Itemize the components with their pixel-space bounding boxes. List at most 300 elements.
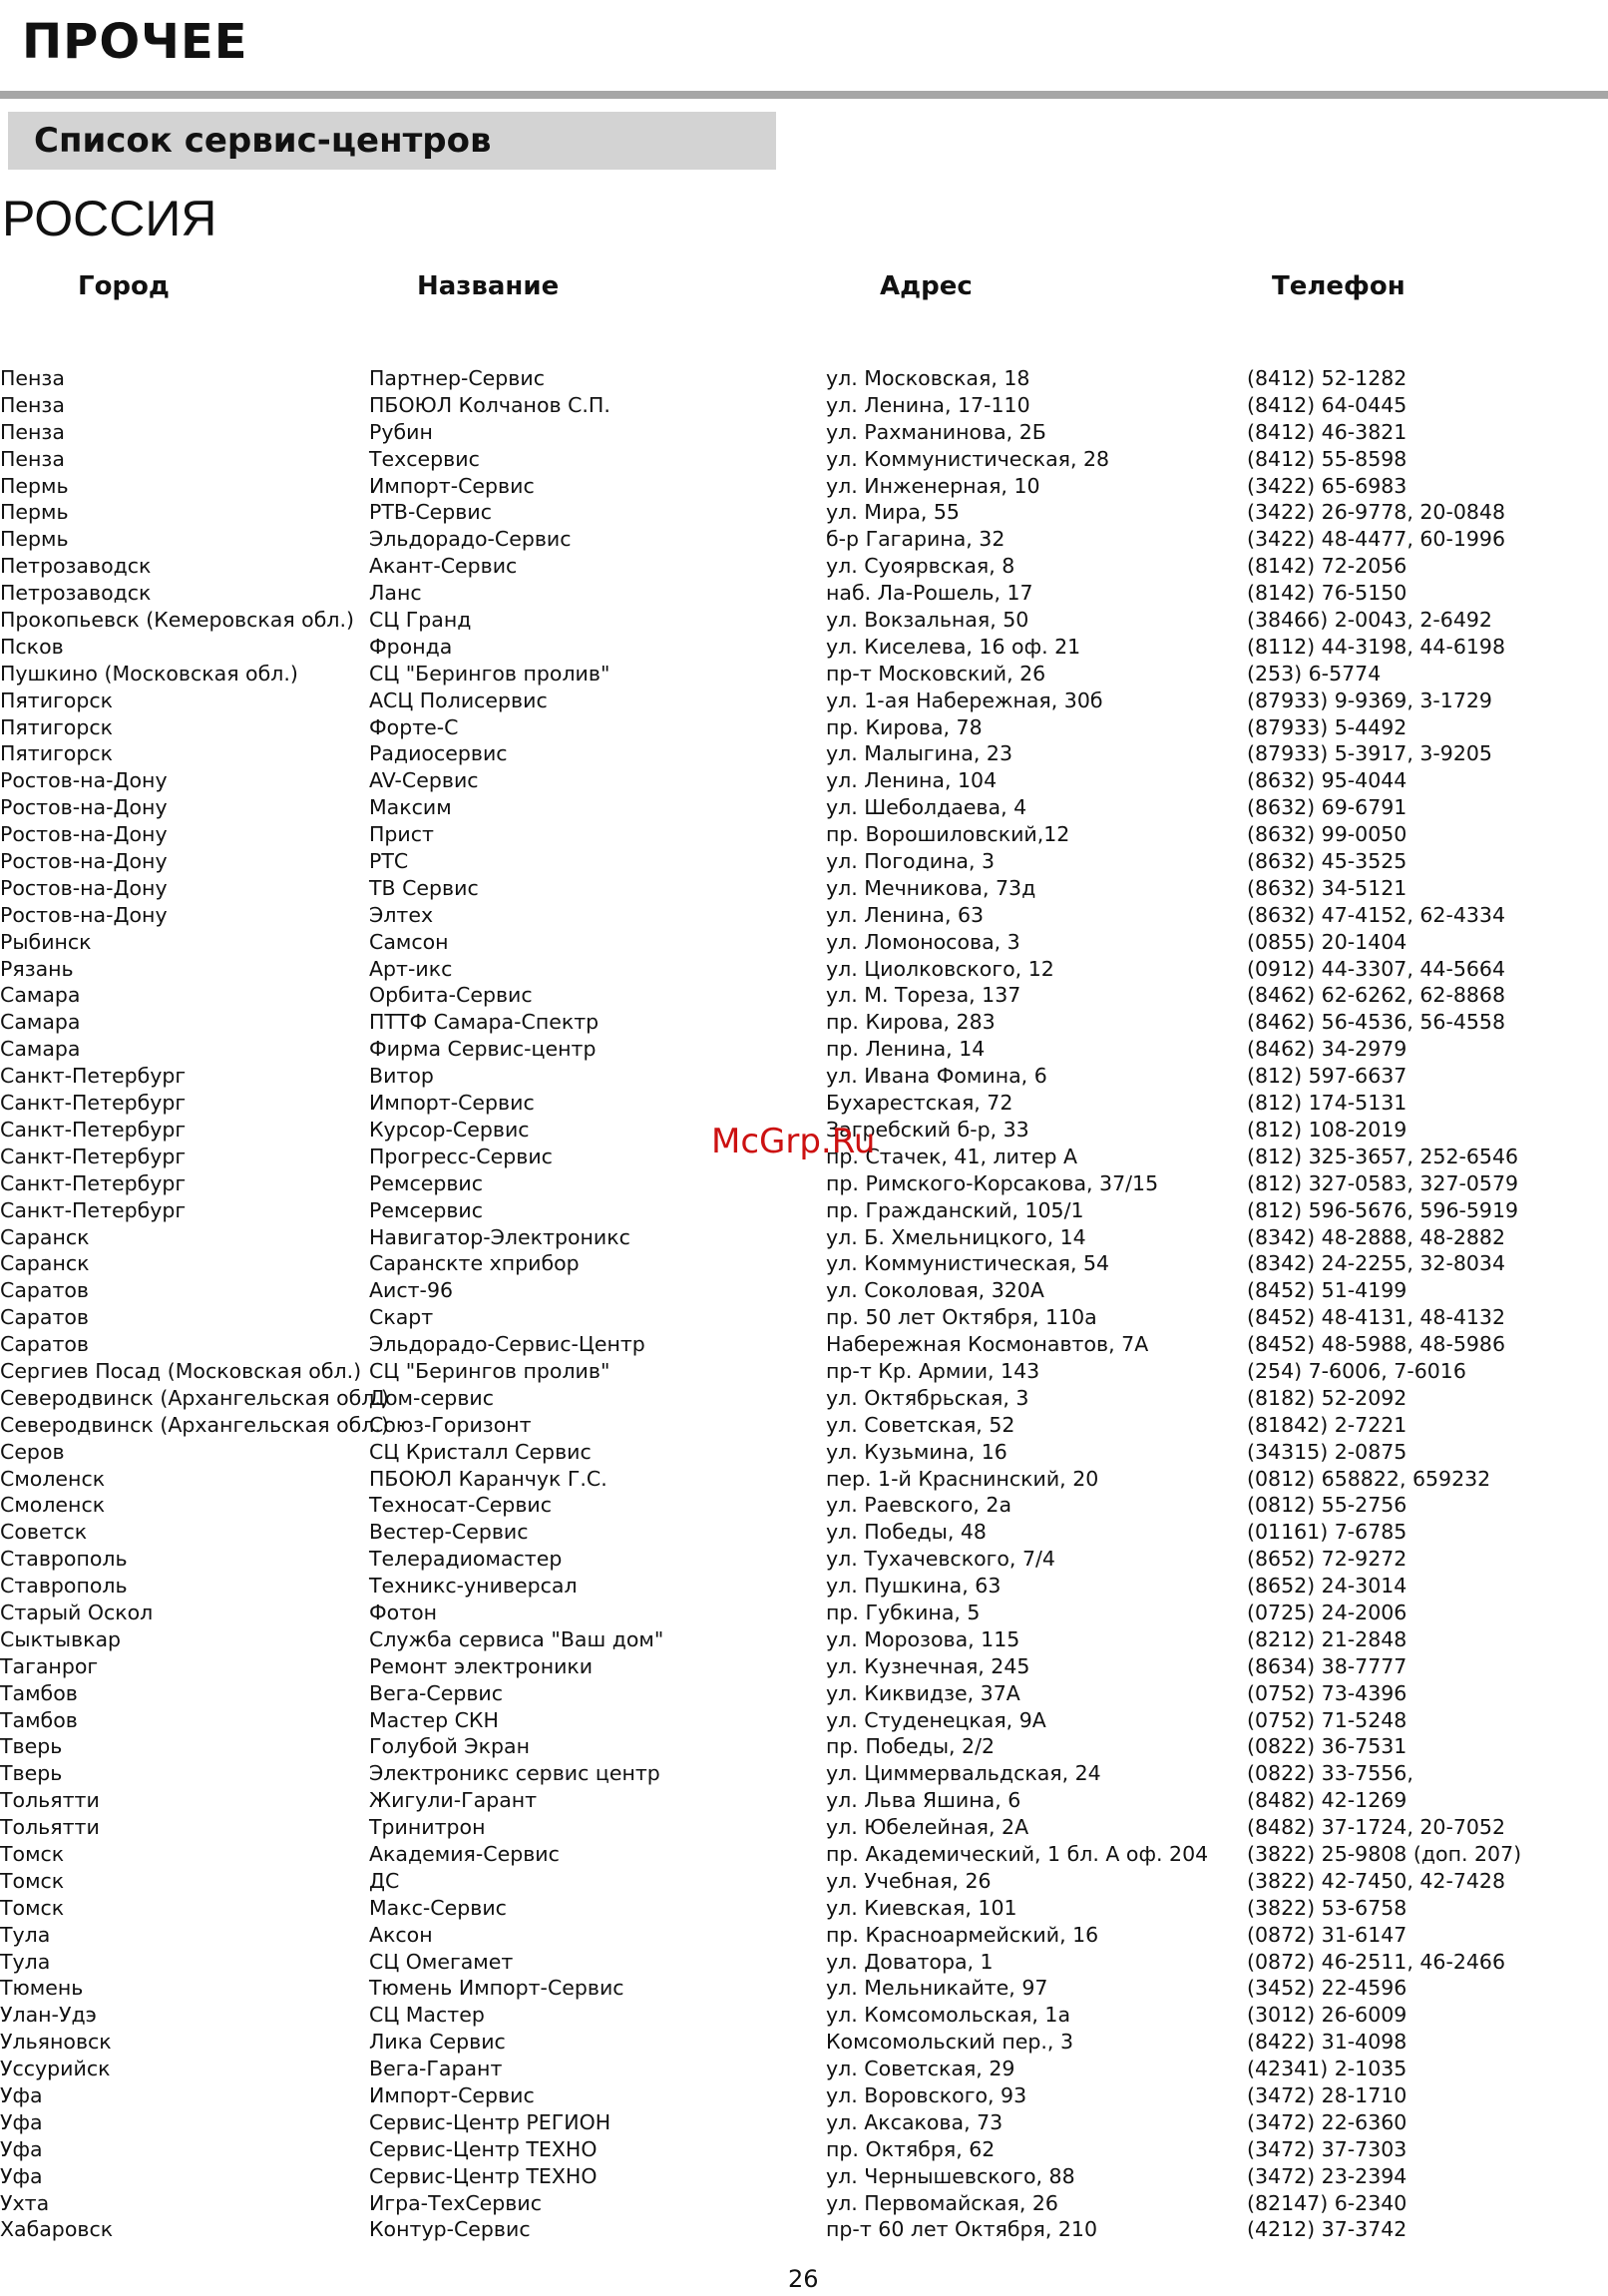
cell-address: ул. Ивана Фомина, 6 — [826, 1064, 1047, 1089]
cell-phone: (8632) 45-3525 — [1247, 849, 1407, 874]
cell-phone: (8412) 64-0445 — [1247, 392, 1407, 417]
cell-name: Саранскте хприбор — [369, 1251, 580, 1276]
cell-name: СЦ Мастер — [369, 2003, 485, 2028]
table-row — [0, 740, 1608, 767]
cell-name: Техсервис — [369, 446, 480, 471]
cell-name: Голубой Экран — [369, 1734, 530, 1759]
cell-address: ул. Комсомольская, 1а — [826, 2003, 1071, 2028]
cell-city: Петрозаводск — [0, 581, 152, 606]
cell-address: ул. Шеболдаева, 4 — [826, 795, 1027, 820]
cell-address: ул. Б. Хмельницкого, 14 — [826, 1224, 1086, 1249]
cell-address: ул. Победы, 48 — [826, 1520, 987, 1545]
cell-city: Уфа — [0, 2163, 43, 2188]
cell-phone: (3012) 26-6009 — [1247, 2003, 1407, 2028]
cell-address: б-р Гагарина, 32 — [826, 527, 1005, 552]
cell-address: ул. Ленина, 104 — [826, 768, 998, 793]
cell-name: Элтех — [369, 902, 434, 927]
cell-city: Тольятти — [0, 1788, 100, 1813]
cell-city: Санкт-Петербург — [0, 1144, 187, 1168]
cell-phone: (8632) 69-6791 — [1247, 795, 1407, 820]
cell-city: Тула — [0, 1949, 51, 1974]
table-row — [0, 580, 1608, 607]
cell-address: ул. Коммунистическая, 28 — [826, 446, 1110, 471]
cell-city: Санкт-Петербург — [0, 1170, 187, 1195]
cell-city: Тамбов — [0, 1707, 78, 1732]
cell-phone: (8212) 21-2848 — [1247, 1626, 1407, 1651]
cell-phone: (87933) 5-4492 — [1247, 714, 1407, 739]
cell-city: Санкт-Петербург — [0, 1197, 187, 1222]
cell-city: Пермь — [0, 527, 69, 552]
cell-city: Северодвинск (Архангельская обл.) — [0, 1385, 389, 1410]
column-header-phone: Телефон — [1272, 271, 1406, 301]
cell-address: пр-т 60 лет Октября, 210 — [826, 2217, 1097, 2242]
cell-name: Техникс-универсал — [369, 1574, 578, 1599]
cell-address: ул. Киселева, 16 оф. 21 — [826, 634, 1081, 659]
table-row — [0, 526, 1608, 553]
table-row — [0, 1466, 1608, 1493]
cell-city: Пятигорск — [0, 741, 113, 766]
cell-name: Рубин — [369, 419, 433, 444]
cell-address: ул. Первомайская, 26 — [826, 2190, 1058, 2215]
cell-phone: (38466) 2-0043, 2-6492 — [1247, 608, 1492, 633]
cell-phone: (0725) 24-2006 — [1247, 1600, 1407, 1624]
cell-name: Игра-ТехСервис — [369, 2190, 542, 2215]
cell-name: РТС — [369, 849, 409, 874]
cell-phone: (812) 596-5676, 596-5919 — [1247, 1197, 1519, 1222]
cell-city: Ростов-на-Дону — [0, 875, 168, 900]
cell-address: ул. Советская, 52 — [826, 1412, 1015, 1437]
cell-phone: (42341) 2-1035 — [1247, 2057, 1407, 2081]
cell-phone: (8342) 48-2888, 48-2882 — [1247, 1224, 1506, 1249]
cell-address: пр. Ленина, 14 — [826, 1037, 986, 1062]
cell-phone: (3452) 22-4596 — [1247, 1976, 1407, 2001]
cell-city: Тамбов — [0, 1680, 78, 1705]
cell-name: Союз-Горизонт — [369, 1412, 532, 1437]
table-row — [0, 2029, 1608, 2056]
cell-city: Тула — [0, 1922, 51, 1947]
cell-address: пр. Губкина, 5 — [826, 1600, 981, 1624]
cell-phone: (812) 597-6637 — [1247, 1064, 1407, 1089]
subheader-bar — [8, 112, 776, 170]
cell-phone: (0812) 55-2756 — [1247, 1493, 1407, 1518]
cell-name: Прист — [369, 822, 434, 847]
cell-phone: (812) 327-0583, 327-0579 — [1247, 1170, 1519, 1195]
table-row — [0, 1492, 1608, 1519]
cell-address: ул. Чернышевского, 88 — [826, 2163, 1075, 2188]
cell-city: Уфа — [0, 2083, 43, 2107]
cell-city: Самара — [0, 1037, 81, 1062]
cell-phone: (8652) 24-3014 — [1247, 1574, 1407, 1599]
cell-name: Вестер-Сервис — [369, 1520, 529, 1545]
cell-phone: (8632) 34-5121 — [1247, 875, 1407, 900]
cell-phone: (8632) 95-4044 — [1247, 768, 1407, 793]
table-row — [0, 2002, 1608, 2029]
cell-name: СЦ Кристалл Сервис — [369, 1439, 592, 1464]
table-row — [0, 2056, 1608, 2082]
section-title: ПРОЧЕЕ — [22, 14, 248, 70]
cell-city: Самара — [0, 1010, 81, 1035]
cell-name: Сервис-Центр ТЕХНО — [369, 2136, 598, 2161]
cell-name: Прогресс-Сервис — [369, 1144, 553, 1168]
cell-name: Акант-Сервис — [369, 554, 518, 579]
table-row — [0, 1412, 1608, 1439]
cell-name: Эльдорадо-Сервис — [369, 527, 572, 552]
cell-name: Навигатор-Электроникс — [369, 1224, 630, 1249]
cell-address: ул. Студенецкая, 9А — [826, 1707, 1046, 1732]
table-row — [0, 2136, 1608, 2163]
table-row — [0, 499, 1608, 526]
cell-city: Сергиев Посад (Московская обл.) — [0, 1358, 362, 1383]
table-row — [0, 1573, 1608, 1600]
cell-name: ПТТФ Самара-Спектр — [369, 1010, 600, 1035]
cell-address: ул. Соколовая, 320А — [826, 1278, 1044, 1303]
cell-address: ул. Ленина, 17-110 — [826, 392, 1030, 417]
table-row — [0, 2109, 1608, 2136]
table-row — [0, 1814, 1608, 1841]
table-row — [0, 392, 1608, 419]
cell-phone: (3422) 48-4477, 60-1996 — [1247, 527, 1506, 552]
cell-name: Техносат-Сервис — [369, 1493, 552, 1518]
cell-name: Электроникс сервис центр — [369, 1761, 660, 1786]
cell-address: ул. Тухачевского, 7/4 — [826, 1547, 1055, 1572]
cell-phone: (8462) 34-2979 — [1247, 1037, 1407, 1062]
cell-city: Пятигорск — [0, 714, 113, 739]
cell-city: Пушкино (Московская обл.) — [0, 661, 298, 686]
cell-address: пр. Красноармейский, 16 — [826, 1922, 1099, 1947]
cell-name: Витор — [369, 1064, 434, 1089]
cell-phone: (253) 6-5774 — [1247, 661, 1382, 686]
cell-address: ул. Советская, 29 — [826, 2057, 1015, 2081]
cell-phone: (812) 174-5131 — [1247, 1091, 1407, 1116]
cell-city: Ростов-на-Дону — [0, 768, 168, 793]
cell-address: ул. Аксакова, 73 — [826, 2109, 1004, 2134]
cell-name: Сервис-Центр РЕГИОН — [369, 2109, 611, 2134]
cell-name: Арт-икс — [369, 956, 453, 981]
table-row — [0, 1090, 1608, 1117]
cell-phone: (8412) 52-1282 — [1247, 366, 1407, 390]
cell-address: ул. Циолковского, 12 — [826, 956, 1054, 981]
cell-address: ул. Суоярвская, 8 — [826, 554, 1015, 579]
table-row — [0, 1519, 1608, 1546]
cell-address: пр. Академический, 1 бл. А оф. 204 — [826, 1841, 1209, 1866]
cell-phone: (0912) 44-3307, 44-5664 — [1247, 956, 1506, 981]
cell-address: пр. Ворошиловский,12 — [826, 822, 1070, 847]
cell-phone: (254) 7-6006, 7-6016 — [1247, 1358, 1466, 1383]
cell-address: ул. Учебная, 26 — [826, 1868, 992, 1893]
cell-phone: (8452) 51-4199 — [1247, 1278, 1407, 1303]
cell-name: Макс-Сервис — [369, 1895, 507, 1920]
cell-city: Ставрополь — [0, 1574, 128, 1599]
cell-name: Мастер СКН — [369, 1707, 499, 1732]
cell-city: Ростов-на-Дону — [0, 822, 168, 847]
cell-city: Ростов-на-Дону — [0, 849, 168, 874]
country-heading: РОССИЯ — [2, 191, 217, 246]
cell-address: ул. Ленина, 63 — [826, 902, 985, 927]
cell-city: Уфа — [0, 2136, 43, 2161]
cell-address: пр. Гражданский, 105/1 — [826, 1197, 1084, 1222]
cell-city: Смоленск — [0, 1466, 106, 1491]
cell-name: ТВ Сервис — [369, 875, 479, 900]
subheader-title: Список сервис-центров — [34, 121, 492, 161]
cell-name: Ланс — [369, 581, 422, 606]
cell-address: ул. Юбелейная, 2А — [826, 1815, 1029, 1840]
cell-phone: (8142) 72-2056 — [1247, 554, 1407, 579]
cell-name: РТВ-Сервис — [369, 500, 492, 525]
table-row — [0, 1304, 1608, 1331]
cell-phone: (8412) 55-8598 — [1247, 446, 1407, 471]
cell-address: ул. 1-ая Набережная, 30б — [826, 688, 1103, 712]
cell-name: Импорт-Сервис — [369, 1091, 535, 1116]
cell-phone: (0822) 36-7531 — [1247, 1734, 1407, 1759]
cell-address: пр. Кирова, 78 — [826, 714, 983, 739]
cell-address: ул. Доватора, 1 — [826, 1949, 994, 1974]
cell-address: пр. Кирова, 283 — [826, 1010, 996, 1035]
cell-phone: (0855) 20-1404 — [1247, 929, 1407, 954]
cell-name: СЦ Омегамет — [369, 1949, 514, 1974]
watermark: McGrp.Ru — [711, 1122, 876, 1161]
cell-address: ул. Мельникайте, 97 — [826, 1976, 1048, 2001]
cell-address: ул. Циммервальдская, 24 — [826, 1761, 1101, 1786]
cell-address: наб. Ла-Рошель, 17 — [826, 581, 1033, 606]
cell-name: Дом-сервис — [369, 1385, 494, 1410]
cell-phone: (8634) 38-7777 — [1247, 1653, 1407, 1678]
cell-phone: (8142) 76-5150 — [1247, 581, 1407, 606]
cell-city: Санкт-Петербург — [0, 1117, 187, 1142]
cell-name: Фотон — [369, 1600, 438, 1624]
cell-city: Ростов-на-Дону — [0, 902, 168, 927]
cell-phone: (8452) 48-4131, 48-4132 — [1247, 1305, 1506, 1330]
cell-city: Смоленск — [0, 1493, 106, 1518]
table-row — [0, 1439, 1608, 1466]
cell-address: ул. Морозова, 115 — [826, 1626, 1020, 1651]
table-row — [0, 929, 1608, 956]
cell-phone: (34315) 2-0875 — [1247, 1439, 1407, 1464]
cell-city: Старый Оскол — [0, 1600, 154, 1624]
cell-address: ул. Погодина, 3 — [826, 849, 996, 874]
cell-phone: (0822) 33-7556, — [1247, 1761, 1413, 1786]
table-row — [0, 714, 1608, 741]
cell-city: Пермь — [0, 473, 69, 498]
table-row — [0, 2190, 1608, 2217]
table-row — [0, 1949, 1608, 1976]
cell-address: ул. Рахманинова, 2Б — [826, 419, 1046, 444]
cell-name: Радиосервис — [369, 741, 508, 766]
cell-city: Пенза — [0, 446, 65, 471]
cell-city: Рязань — [0, 956, 74, 981]
cell-city: Томск — [0, 1841, 65, 1866]
table-row — [0, 1841, 1608, 1868]
cell-name: СЦ "Берингов пролив" — [369, 1358, 610, 1383]
cell-city: Петрозаводск — [0, 554, 152, 579]
table-row — [0, 1707, 1608, 1734]
table-row — [0, 1224, 1608, 1251]
table-row — [0, 1626, 1608, 1653]
cell-address: Комсомольский пер., 3 — [826, 2030, 1074, 2055]
cell-city: Пятигорск — [0, 688, 113, 712]
table-row — [0, 607, 1608, 634]
cell-address: пр-т Московский, 26 — [826, 661, 1046, 686]
table-row — [0, 1680, 1608, 1707]
table-row — [0, 1975, 1608, 2002]
cell-name: Тюмень Импорт-Сервис — [369, 1976, 624, 2001]
cell-address: пр. 50 лет Октября, 110а — [826, 1305, 1097, 1330]
table-row — [0, 1385, 1608, 1412]
table-row — [0, 2216, 1608, 2243]
cell-city: Томск — [0, 1868, 65, 1893]
table-row — [0, 688, 1608, 714]
column-header-city: Город — [78, 271, 170, 301]
table-row — [0, 1009, 1608, 1036]
table-row — [0, 2163, 1608, 2190]
cell-phone: (8462) 62-6262, 62-8868 — [1247, 983, 1506, 1008]
cell-address: ул. Мечникова, 73д — [826, 875, 1036, 900]
cell-name: Ремсервис — [369, 1197, 484, 1222]
table-row — [0, 982, 1608, 1009]
cell-city: Саратов — [0, 1332, 90, 1357]
cell-address: ул. Вокзальная, 50 — [826, 608, 1029, 633]
cell-phone: (3822) 42-7450, 42-7428 — [1247, 1868, 1506, 1893]
cell-name: Тринитрон — [369, 1815, 486, 1840]
table-row — [0, 1250, 1608, 1277]
cell-city: Тюмень — [0, 1976, 84, 2001]
cell-city: Пенза — [0, 366, 65, 390]
table-row — [0, 956, 1608, 983]
cell-city: Саранск — [0, 1251, 90, 1276]
cell-phone: (3472) 23-2394 — [1247, 2163, 1407, 2188]
table-row — [0, 1868, 1608, 1895]
cell-address: пр. Победы, 2/2 — [826, 1734, 996, 1759]
cell-name: Фронда — [369, 634, 453, 659]
cell-phone: (8632) 99-0050 — [1247, 822, 1407, 847]
cell-city: Сыктывкар — [0, 1626, 122, 1651]
cell-name: СЦ "Берингов пролив" — [369, 661, 610, 686]
cell-city: Ульяновск — [0, 2030, 112, 2055]
table-row — [0, 1760, 1608, 1787]
cell-phone: (8412) 46-3821 — [1247, 419, 1407, 444]
cell-address: ул. Коммунистическая, 54 — [826, 1251, 1110, 1276]
table-row — [0, 1358, 1608, 1385]
cell-phone: (3472) 28-1710 — [1247, 2083, 1407, 2107]
table-row — [0, 1653, 1608, 1680]
cell-phone: (8482) 42-1269 — [1247, 1788, 1407, 1813]
cell-phone: (8452) 48-5988, 48-5986 — [1247, 1332, 1506, 1357]
cell-name: Максим — [369, 795, 452, 820]
table-row — [0, 1277, 1608, 1304]
cell-address: пр. Стачек, 41, литер А — [826, 1144, 1078, 1168]
column-header-address: Адрес — [880, 271, 973, 301]
cell-phone: (87933) 9-9369, 3-1729 — [1247, 688, 1492, 712]
cell-phone: (0872) 31-6147 — [1247, 1922, 1407, 1947]
table-row — [0, 1922, 1608, 1949]
cell-city: Хабаровск — [0, 2217, 114, 2242]
cell-phone: (8482) 37-1724, 20-7052 — [1247, 1815, 1506, 1840]
cell-name: Контур-Сервис — [369, 2217, 531, 2242]
cell-phone: (0752) 73-4396 — [1247, 1680, 1407, 1705]
cell-name: ДС — [369, 1868, 400, 1893]
cell-name: Аист-96 — [369, 1278, 454, 1303]
cell-name: Вега-Сервис — [369, 1680, 504, 1705]
table-row — [0, 848, 1608, 875]
cell-address: ул. Воровского, 93 — [826, 2083, 1027, 2107]
cell-city: Пенза — [0, 392, 65, 417]
cell-address: Загребский б-р, 33 — [826, 1117, 1029, 1142]
cell-phone: (0752) 71-5248 — [1247, 1707, 1407, 1732]
cell-city: Уфа — [0, 2109, 43, 2134]
cell-address: ул. Кузнечная, 245 — [826, 1653, 1030, 1678]
cell-address: ул. Мира, 55 — [826, 500, 960, 525]
cell-phone: (0872) 46-2511, 46-2466 — [1247, 1949, 1506, 1974]
cell-address: пер. 1-й Краснинский, 20 — [826, 1466, 1099, 1491]
cell-city: Саранск — [0, 1224, 90, 1249]
table-row — [0, 634, 1608, 661]
cell-name: Телерадиомастер — [369, 1547, 563, 1572]
cell-address: ул. Киквидзе, 37А — [826, 1680, 1020, 1705]
cell-address: ул. Московская, 18 — [826, 366, 1030, 390]
cell-address: Набережная Космонавтов, 7А — [826, 1332, 1149, 1357]
cell-city: Самара — [0, 983, 81, 1008]
cell-name: Курсор-Сервис — [369, 1117, 530, 1142]
cell-name: Аксон — [369, 1922, 433, 1947]
table-row — [0, 553, 1608, 580]
table-row — [0, 1600, 1608, 1626]
cell-address: ул. Киевская, 101 — [826, 1895, 1017, 1920]
cell-city: Ставрополь — [0, 1547, 128, 1572]
table-row — [0, 1036, 1608, 1063]
cell-city: Северодвинск (Архангельская обл.) — [0, 1412, 389, 1437]
cell-city: Советск — [0, 1520, 88, 1545]
table-row — [0, 1331, 1608, 1358]
cell-phone: (3422) 65-6983 — [1247, 473, 1407, 498]
cell-name: ПБОЮЛ Каранчук Г.С. — [369, 1466, 607, 1491]
cell-name: Фирма Сервис-центр — [369, 1037, 597, 1062]
cell-phone: (81842) 2-7221 — [1247, 1412, 1407, 1437]
cell-address: пр. Октября, 62 — [826, 2136, 996, 2161]
cell-address: пр. Римского-Корсакова, 37/15 — [826, 1170, 1159, 1195]
table-row — [0, 1787, 1608, 1814]
cell-city: Серов — [0, 1439, 65, 1464]
table-row — [0, 1546, 1608, 1573]
cell-name: Сервис-Центр ТЕХНО — [369, 2163, 598, 2188]
cell-phone: (82147) 6-2340 — [1247, 2190, 1407, 2215]
table-row — [0, 821, 1608, 848]
cell-name: Вега-Гарант — [369, 2057, 503, 2081]
cell-city: Тверь — [0, 1734, 63, 1759]
table-row — [0, 1895, 1608, 1922]
cell-phone: (812) 108-2019 — [1247, 1117, 1407, 1142]
cell-city: Улан-Удэ — [0, 2003, 97, 2028]
cell-address: ул. Раевского, 2а — [826, 1493, 1012, 1518]
table-row — [0, 365, 1608, 392]
cell-address: ул. Пушкина, 63 — [826, 1574, 1002, 1599]
cell-phone: (8632) 47-4152, 62-4334 — [1247, 902, 1506, 927]
cell-name: Служба сервиса "Ваш дом" — [369, 1626, 664, 1651]
cell-phone: (01161) 7-6785 — [1247, 1520, 1407, 1545]
cell-phone: (812) 325-3657, 252-6546 — [1247, 1144, 1519, 1168]
cell-name: Эльдорадо-Сервис-Центр — [369, 1332, 645, 1357]
table-row — [0, 661, 1608, 688]
cell-name: ПБОЮЛ Колчанов С.П. — [369, 392, 610, 417]
cell-phone: (8422) 31-4098 — [1247, 2030, 1407, 2055]
cell-phone: (3422) 26-9778, 20-0848 — [1247, 500, 1506, 525]
cell-city: Санкт-Петербург — [0, 1064, 187, 1089]
page-number: 26 — [788, 2265, 819, 2293]
cell-city: Пенза — [0, 419, 65, 444]
cell-phone: (3822) 53-6758 — [1247, 1895, 1407, 1920]
cell-name: Орбита-Сервис — [369, 983, 533, 1008]
cell-phone: (3472) 37-7303 — [1247, 2136, 1407, 2161]
cell-city: Тверь — [0, 1761, 63, 1786]
table-row — [0, 1733, 1608, 1760]
